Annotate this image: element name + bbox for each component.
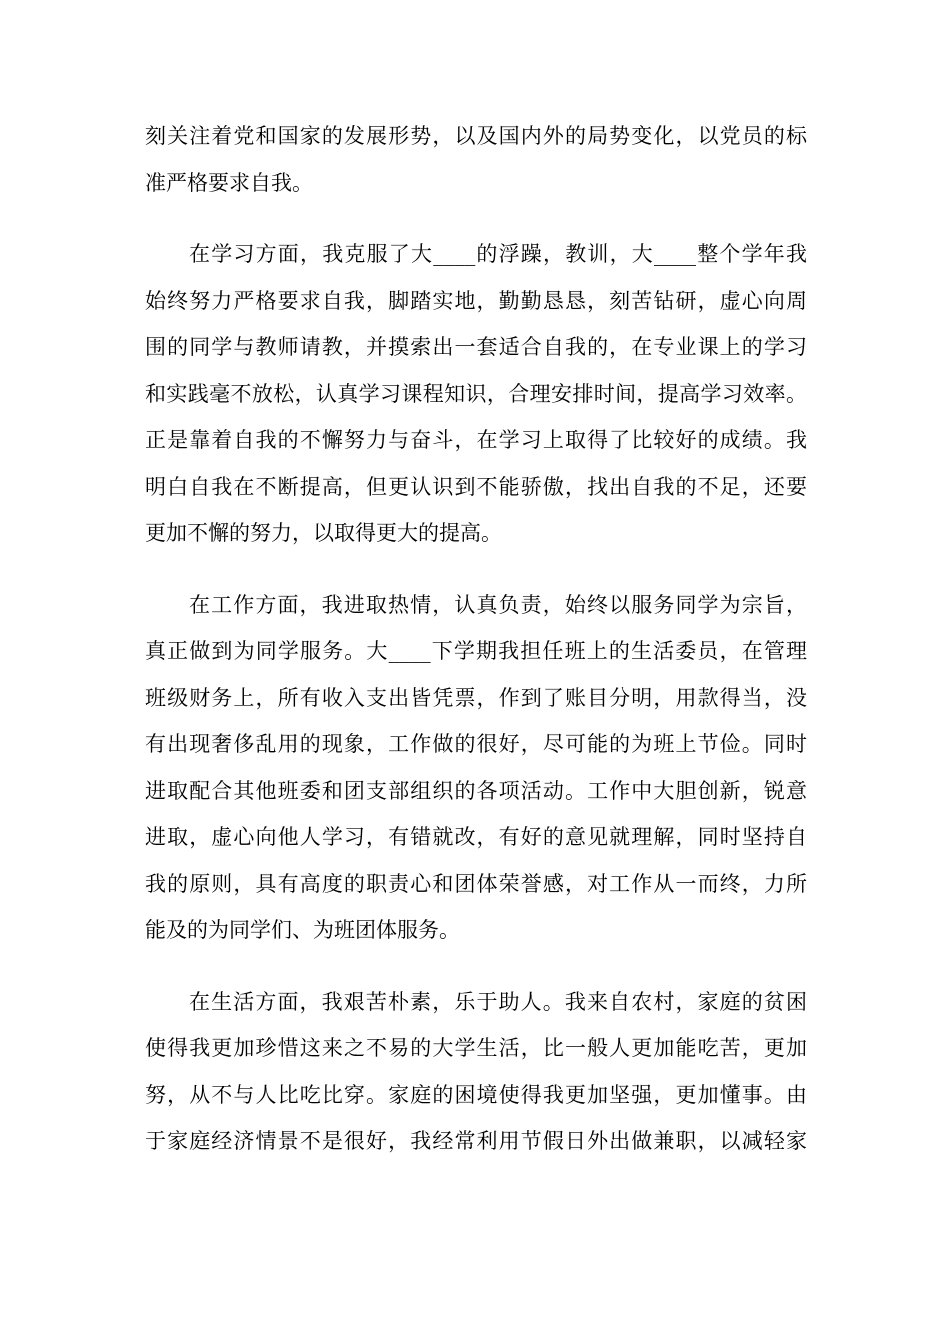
text-line: 进取，虚心向他人学习，有错就改，有好的意见就理解，同时坚持自: [145, 825, 807, 849]
text-line: 和实践毫不放松，认真学习课程知识，合理安排时间，提高学习效率。: [145, 381, 807, 406]
text-line: 围的同学与教师请教，并摸索出一套适合自我的，在专业课上的学习: [145, 335, 807, 359]
text-line: 在学习方面，我克服了大____的浮躁，教训，大____整个学年我: [189, 242, 807, 266]
text-line: 我的原则，具有高度的职责心和团体荣誉感，对工作从一而终，力所: [145, 871, 807, 896]
paragraph-life: [145, 979, 807, 1165]
text-line: 有出现奢侈乱用的现象，工作做的很好，尽可能的为班上节俭。同时: [145, 732, 807, 756]
text-line: 班级财务上，所有收入支出皆凭票，作到了账目分明，用款得当，没: [145, 685, 807, 710]
text-line: 准严格要求自我。: [145, 170, 313, 195]
paragraph-continuation: [145, 113, 807, 206]
text-line: 在生活方面，我艰苦朴素，乐于助人。我来自农村，家庭的贫困: [189, 989, 807, 1014]
text-line: 更加不懈的努力，以取得更大的提高。: [145, 521, 502, 545]
text-line: 在工作方面，我进取热情，认真负责，始终以服务同学为宗旨，: [189, 592, 807, 617]
text-line: 能及的为同学们、为班团体服务。: [145, 918, 460, 942]
paragraph-work: [145, 582, 807, 954]
paragraph-study: [145, 231, 807, 557]
text-line: 真正做到为同学服务。大____下学期我担任班上的生活委员，在管理: [145, 639, 807, 663]
text-line: 明白自我在不断提高，但更认识到不能骄傲，找出自我的不足，还要: [145, 474, 807, 499]
text-line: 于家庭经济情景不是很好，我经常利用节假日外出做兼职，以减轻家: [145, 1129, 807, 1153]
text-line: 努，从不与人比吃比穿。家庭的困境使得我更加坚强，更加懂事。由: [145, 1082, 807, 1107]
text-line: 进取配合其他班委和团支部组织的各项活动。工作中大胆创新，锐意: [145, 778, 807, 803]
text-line: 刻关注着党和国家的发展形势，以及国内外的局势变化，以党员的标: [145, 124, 807, 148]
text-line: 正是靠着自我的不懈努力与奋斗，在学习上取得了比较好的成绩。我: [145, 428, 807, 452]
document-page: [145, 113, 807, 1190]
text-line: 始终努力严格要求自我，脚踏实地，勤勤恳恳，刻苦钻研，虚心向周: [145, 288, 807, 313]
text-line: 使得我更加珍惜这来之不易的大学生活，比一般人更加能吃苦，更加: [145, 1036, 807, 1060]
